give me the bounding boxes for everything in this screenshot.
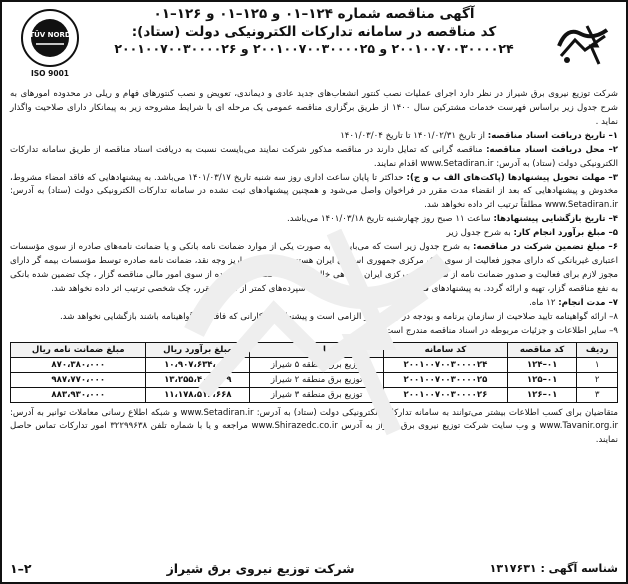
item-4-label: ۴– تاریخ بازگشایی پیشنهادها:	[493, 214, 618, 225]
item-2	[10, 144, 618, 172]
tuv-label: TÜV NORD	[29, 31, 71, 39]
cell-tender-code: ۱۲۴–۰۱	[507, 357, 577, 372]
item-6-text: به شرح جدول زیر است که می‌بایست به صورت یکی از موارد ضمانت نامه بانکی و یا ضمانت نامه‌های صادره از سوی مؤسسات اعتباری غیربانکی که دارای مجوز فعالیت از سوی بانک مرکزی جمهوری اسلامی ایران هستند، اصل فیش واریز وجه نقد، ضمانت نامه صادره توسط مؤسسات بیمه گر دارای مجوز لازم برای فعالیت و صدور ضمانت نامه از سوی بیمه مرکزی ایران ، گواهی خالص مطالبات قطعی تایید شده از سوی امور مالی مناقصه گزار ، چک تضمین شده بانکی به نفع مناقصه گزار، تهیه و ارائه گردد. به پیشنهادهای فاقد سپرده، سپرده‌های مخدوش ، سپرده‌های کمتر از میزان مقرر، چک شخصی ترتیب اثر داده نخواهد شد.	[10, 242, 618, 294]
iso-certification-logo	[16, 8, 84, 84]
item-9-text: ۹– سایر اطلاعات و جزئیات مربوطه در اسناد مناقصه مندرج است.	[382, 325, 618, 336]
cell-guarantee: ۸۷۰،۳۸۰،۰۰۰	[11, 357, 146, 372]
item-3-label: ۳– مهلت تحویل پیشنهادها (پاکت‌های الف ب و ج):	[406, 172, 618, 183]
col-unit: امور	[250, 342, 384, 357]
item-1	[10, 130, 618, 144]
item-4	[10, 213, 618, 227]
tuv-badge-icon	[20, 8, 80, 68]
table-row	[11, 357, 618, 372]
item-8	[10, 311, 618, 325]
item-2-text: مناقصه گرانی که تمایل دارند در مناقصه مذکور شرکت نمایند می‌بایست نسبت به دریافت اسناد مناقصه از طریق سامانه تدارکات الکترونیکی دولت (ستاد) به آدرس: www.Setadiran.ir اقدام نمایند.	[10, 144, 618, 169]
publication-id: شناسه آگهی : ۱۳۱۷۶۳۱	[489, 561, 618, 575]
table-row	[11, 372, 618, 387]
cell-estimate: ۱۱،۱۷۸،۵۱۶،۶۶۸	[146, 387, 250, 402]
item-9	[10, 325, 618, 339]
col-guarantee: مبلغ ضمانت نامه ریال	[11, 342, 146, 357]
item-6	[10, 241, 618, 297]
item-1-label: ۱– تاریخ دریافت اسناد مناقصه:	[487, 130, 618, 141]
item-4-text: ساعت ۱۱ صبح روز چهارشنبه تاریخ ۱۴۰۱/۰۳/۱۸ می‌باشد.	[286, 214, 494, 225]
cell-estimate: ۱۳،۲۵۵،۴۰۷،۰۰۹	[146, 372, 250, 387]
item-5-label: ۵– مبلغ برآورد انجام کار:	[513, 228, 618, 239]
cell-system-code: ۲۰۰۱۰۰۷۰۰۳۰۰۰۰۲۴	[384, 357, 508, 372]
company-logo	[552, 14, 614, 72]
contact-paragraph: متقاضیان برای کسب اطلاعات بیشتر می‌توانند به سامانه تدارکات الکترونیکی دولت (ستاد) به آدرس: www.Setadiran.ir و شبکه اطلاع رسانی معاملات توانیر به آدرس: www.Tavanir.org.ir و وب سایت شرکت توزیع نیروی برق شیراز به آدرس www.Shirazedc.co.ir مراجعه و یا با شماره تلفن ۳۲۲۹۹۶۳۸ امور تدارکات تماس حاصل نمایند.	[10, 407, 619, 446]
item-5	[10, 227, 618, 241]
cell-row: ۲	[577, 372, 618, 387]
cell-tender-code: ۱۲۵–۰۱	[507, 372, 577, 387]
item-7-text: ۱۲ ماه.	[529, 297, 559, 308]
item-2-label: ۲– محل دریافت اسناد مناقصه:	[486, 144, 619, 155]
item-8-text: ۸– ارائه گواهینامه تایید صلاحیت از سازمان برنامه و بودجه در رشته نیرو الزامی است و پیشنهاد پیمانکارانی که فاقد این گواهینامه باشند بازگشایی نخواهد شد.	[59, 311, 618, 322]
col-estimate: مبلغ برآورد ریال	[146, 342, 250, 357]
tender-table	[10, 342, 618, 403]
company-logo-icon	[553, 16, 613, 70]
cell-row: ۱	[577, 357, 618, 372]
item-5-text: به شرح جدول زیر	[446, 228, 514, 239]
cell-unit: توزیع برق منطقه ۳ شیراز	[250, 387, 384, 402]
cell-guarantee: ۹۸۷،۷۷۰،۰۰۰	[11, 372, 146, 387]
cell-guarantee: ۸۸۳،۹۳۰،۰۰۰	[11, 387, 146, 402]
page-number: ۱–۲	[10, 560, 32, 576]
company-name: شرکت توزیع نیروی برق شیراز	[166, 560, 355, 576]
item-6-label: ۶– مبلغ تضمین شرکت در مناقصه:	[473, 242, 618, 253]
iso-label: ISO 9001	[30, 69, 70, 78]
notice-footer	[10, 558, 618, 578]
notice-body	[10, 88, 618, 339]
cell-estimate: ۱۰،۹۰۷،۶۳۴،۰۶۰	[146, 357, 250, 372]
cell-tender-code: ۱۲۶–۰۱	[507, 387, 577, 402]
col-tender-code: کد مناقصه	[507, 342, 577, 357]
title-line-1: آگهی مناقصه شماره ۱۲۴–۰۱ و ۱۲۵–۰۱ و ۱۲۶–۰۱	[153, 6, 475, 22]
cell-row: ۳	[577, 387, 618, 402]
table-header-row	[11, 342, 618, 357]
title-line-2: کد مناقصه در سامانه تدارکات الکترونیکی دولت (ستاد):	[131, 23, 497, 40]
item-7-label: ۷– مدت انجام:	[558, 297, 618, 308]
intro-paragraph: شرکت توزیع نیروی برق شیراز در نظر دارد اجرای عملیات نصب کنتور انشعاب‌های جدید عادی و دیماندی، تعویض و نصب کنتورهای فهام و ریلی در محدوده امورهای به شرح جدول زیر براساس فهرست خدمات مشترکین سال ۱۴۰۰ از طریق برگزاری مناقصه عمومی یک مرحله ای با شرایط مشروحه زیر به پیمانکار دارای صلاحیت واگذار نماید .	[10, 89, 618, 127]
table-row	[11, 387, 618, 402]
cell-system-code: ۲۰۰۱۰۰۷۰۰۳۰۰۰۰۲۶	[384, 387, 508, 402]
item-3-text: حداکثر تا پایان ساعت اداری روز سه شنبه تاریخ ۱۴۰۱/۰۳/۱۷ می‌باشد. به پیشنهادهایی که فاقد امضاء مشروط، مخدوش و پیشنهادهایی که بعد از انقضاء مدت مقرر در فراخوان واصل می‌شود و همچنین پیشنهادهای ثبت نشده در سامانه تدارکات الکترونیکی دولت (ستاد) به آدرس: www.Setadiran.ir مطلقاً ترتیب اثر داده نخواهد شد.	[10, 172, 618, 211]
notice-header	[10, 6, 618, 88]
item-1-text: از تاریخ ۱۴۰۱/۰۲/۳۱ تا تاریخ ۱۴۰۱/۰۳/۰۴	[340, 130, 488, 141]
title-line-3: ۲۰۰۱۰۰۷۰۰۳۰۰۰۰۲۴ و ۲۰۰۱۰۰۷۰۰۳۰۰۰۰۲۵ و ۲۰۰۱۰۰۷۰۰۳۰۰۰۰۲۶	[114, 41, 514, 57]
col-row: ردیف	[577, 342, 618, 357]
item-7	[10, 297, 618, 311]
cell-system-code: ۲۰۰۱۰۰۷۰۰۳۰۰۰۰۲۵	[384, 372, 508, 387]
notice-title	[10, 6, 618, 57]
item-3	[10, 172, 618, 214]
cell-unit: توزیع برق منطقه ۵ شیراز	[250, 357, 384, 372]
col-system-code: کد سامانه	[384, 342, 508, 357]
cell-unit: توزیع برق منطقه ۲ شیراز	[250, 372, 384, 387]
